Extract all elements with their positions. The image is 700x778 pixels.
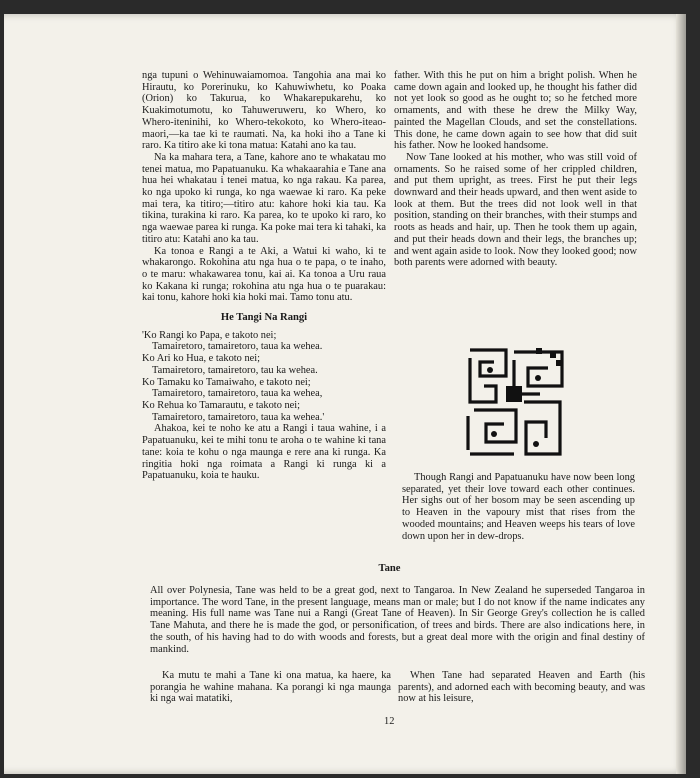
song-verse — [142, 330, 386, 424]
intro-paragraph: All over Polynesia, Tane was held to be a great god, next to Tangaroa. In New Zealand he superseded Tangaroa in importance. The word Tane, in the present language, means man or male; but I do not know if the name indicates any meaning. His full name was Tane nui a Rangi (Great Tane of Heaven). In Sir George Grey's collection he is called Tane Mahuta, and there he is made the god, or personification, of trees and birds. There are also indications here, in the south, of his having had to do with woods and forests, but a great deal more with the origin and final destiny of mankind. — [150, 585, 645, 655]
section-title: Tane — [378, 563, 401, 574]
verse-line: Ko Ari ko Hua, e takoto nei; — [142, 353, 261, 365]
section-intro — [150, 585, 645, 655]
right-paragraph-1: father. With this he put on him a bright polish. When he came down again and looked up, he thought his father did not yet look so good as he ought to; so he fetched more ornaments, and with these he drew the Milky Way, painted the Magellan Clouds, and set the constellations. This done, he came down again to see how that did suit his father. Now he looked handsome. — [394, 70, 637, 152]
verse-line: 'Ko Rangi ko Papa, e takoto nei; — [142, 329, 277, 341]
right-paragraph-2: Now Tane looked at his mother, who was still void of ornaments. So he raised some of her crippled children, and put them upright, as trees. First he put their legs downward and their heads upward, and then went aside to look at them. But the trees did not look well in that position, standing on their branches, with their stumps and roots as heads and hair, up. Then he took them up again, and put their heads down and their legs, the branches up; and went again aside to look. Now they looked good; now both parents were adorned with beauty. — [394, 151, 637, 269]
left-paragraph-2: Na ka mahara tera, a Tane, kahore ano te whakatau mo tenei matua, mo Papatuanuku. Ka whakaarahia e Tane ana hua hei whakatau i tenei matua, ko nga rakau. Ka parea, ko nga upoko ki runga, ko nga waewae ki raro. Ka peke mai tera, ka titiro;—titiro atu: kahore hoki kia tau. Ka tikina, turakina ki raro. Ka parea, ko te upoko ki raro, ko nga waewae parea ki runga. Ka poke mai tera ki tahaki, ka titiro atu: Katahi ano ka tau. — [142, 151, 386, 245]
bottom-left-column — [150, 670, 391, 705]
verse-line: Tamairetoro, tamairetoro, taua ka wehea.' — [152, 411, 325, 423]
verse-line: Ko Tamaku ko Tamaiwaho, e takoto nei; — [142, 376, 311, 388]
maori-pattern-illustration — [466, 346, 566, 458]
song-title: He Tangi Na Rangi — [220, 312, 308, 324]
page-number: 12 — [384, 716, 395, 727]
bottom-right-column — [398, 670, 645, 705]
book-page — [4, 14, 686, 774]
verse-line: Tamairetoro, tamairetoro, tau ka wehea. — [152, 364, 318, 376]
left-column — [142, 70, 386, 482]
verse-line: Tamairetoro, tamairetoro, taua ka wehea. — [152, 341, 323, 353]
left-paragraph-3: Ka tonoa e Rangi a te Aki, a Watui ki waho, ki te whakarongo. Rokohina atu nga hua o te papa, o te inaho, o te maru: whakawarea tonu, kai ai. Ka tonoa a Uru raua ko Kakana ki runga; rokohina atu nga hua o te puarakau: kai tonu, kahore hoki kia hoki mai. Tamo tonu atu. — [142, 245, 386, 304]
bottom-right-paragraph: When Tane had separated Heaven and Earth (his parents), and adorned each with becoming beauty, and was now at his leisure, — [398, 670, 645, 705]
right-column — [394, 70, 637, 269]
verse-line: Tamairetoro, tamairetoro, taua ka wehea, — [152, 388, 323, 400]
left-paragraph-after-verse: Ahakoa, kei te noho ke atu a Rangi i taua wahine, i a Papatuanuku, kei te mihi tonu te aroha o te wahine ki tana tane: koia te kohu o nga maunga e rere ana ki runga. Ka ringitia hoki nga roimata a Rangi ki runga ki a Papatuanuku, koia te hauku. — [142, 423, 386, 482]
left-paragraph-1: nga tupuni o Wehinuwaiamomoa. Tangohia ana mai ko Hirautu, ko Porerinuku, ko Kahuwiwhetu, ko Poaka (Orion) ko Takurua, ko Whakarepukarehu, ko Kuakimotumotu, ko Tahuweruweru, ko Whero, ko Whero-iteninihi, ko Whero-tekokoto, ko Whero-iteao-maori,—ka tae ki te raumati. Na, ka hoki iho a Tane ki raro. Ka titiro ake ki tona matua: Katahi ano ka tau. — [142, 70, 386, 152]
bottom-left-paragraph: Ka mutu te mahi a Tane ki ona matua, ka haere, ka porangia he wahine mahana. Ka porangi ki nga maunga ki nga wai matatiki, — [150, 670, 391, 705]
illustration-caption — [402, 472, 635, 542]
page-spine-shadow — [676, 14, 686, 774]
caption-text: Though Rangi and Papatuanuku have now been long separated, yet their love toward each other continues. Her sighs out of her bosom may be seen ascending up to Heaven in the vapoury mist that rises from the wooded mountains; and Heaven weeps his tears of love down upon her in dew-drops. — [402, 472, 635, 542]
verse-line: Ko Rehua ko Tamarautu, e takoto nei; — [142, 399, 301, 411]
